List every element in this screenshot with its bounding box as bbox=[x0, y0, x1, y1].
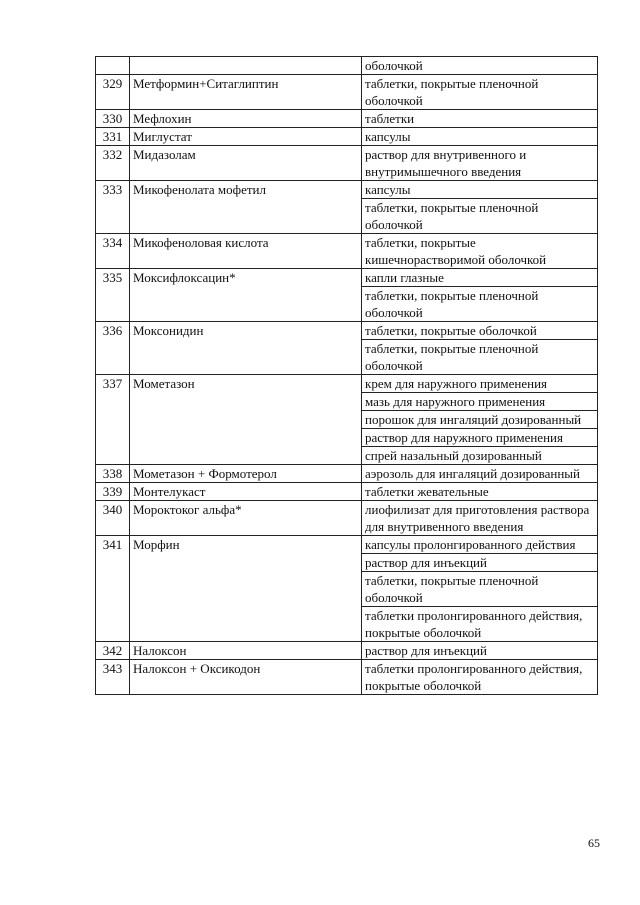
table-row bbox=[96, 465, 598, 483]
row-number: 340 bbox=[96, 501, 130, 536]
table-row bbox=[96, 181, 598, 234]
dosage-forms bbox=[362, 642, 598, 660]
row-number: 329 bbox=[96, 75, 130, 110]
dosage-form: капсулы пролонгированного действия bbox=[365, 537, 576, 552]
dosage-form: таблетки пролонгированного действия, покрытые оболочкой bbox=[365, 661, 583, 693]
row-number: 334 bbox=[96, 234, 130, 269]
drug-name: Налоксон + Оксикодон bbox=[130, 660, 362, 695]
dosage-form: таблетки, покрытые оболочкой bbox=[365, 323, 537, 338]
dosage-forms bbox=[362, 234, 598, 269]
row-number: 343 bbox=[96, 660, 130, 695]
dosage-form: мазь для наружного применения bbox=[362, 392, 597, 410]
drug-name: Монтелукаст bbox=[130, 483, 362, 501]
table-row bbox=[96, 483, 598, 501]
row-number: 338 bbox=[96, 465, 130, 483]
dosage-form: раствор для наружного применения bbox=[362, 428, 597, 446]
table-row bbox=[96, 57, 598, 75]
dosage-form: капсулы bbox=[365, 182, 411, 197]
dosage-forms bbox=[362, 181, 598, 234]
drug-name: Мефлохин bbox=[130, 110, 362, 128]
row-number: 331 bbox=[96, 128, 130, 146]
row-number: 336 bbox=[96, 322, 130, 375]
table-row bbox=[96, 536, 598, 642]
dosage-form: порошок для ингаляций дозированный bbox=[362, 410, 597, 428]
row-number: 330 bbox=[96, 110, 130, 128]
dosage-form: таблетки, покрытые пленочной оболочкой bbox=[362, 339, 597, 374]
row-number bbox=[96, 57, 130, 75]
drug-name: Микофеноловая кислота bbox=[130, 234, 362, 269]
dosage-forms bbox=[362, 128, 598, 146]
drug-name: Метформин+Ситаглиптин bbox=[130, 75, 362, 110]
dosage-form: таблетки, покрытые кишечнорастворимой оболочкой bbox=[365, 235, 547, 267]
drug-name: Мометазон bbox=[130, 375, 362, 465]
table-row bbox=[96, 501, 598, 536]
table-row bbox=[96, 128, 598, 146]
dosage-forms bbox=[362, 465, 598, 483]
dosage-form: лиофилизат для приготовления раствора для внутривенного введения bbox=[365, 502, 590, 534]
dosage-forms bbox=[362, 322, 598, 375]
dosage-forms bbox=[362, 269, 598, 322]
dosage-forms bbox=[362, 660, 598, 695]
table-row bbox=[96, 234, 598, 269]
dosage-forms bbox=[362, 501, 598, 536]
dosage-form: раствор для внутривенного и внутримышечного введения bbox=[365, 147, 527, 179]
dosage-forms bbox=[362, 536, 598, 642]
dosage-form: таблетки, покрытые пленочной оболочкой bbox=[362, 286, 597, 321]
table-row bbox=[96, 75, 598, 110]
table-row bbox=[96, 375, 598, 465]
dosage-form: капли глазные bbox=[365, 270, 444, 285]
table-row bbox=[96, 322, 598, 375]
dosage-form: капсулы bbox=[365, 129, 411, 144]
drug-name: Мидазолам bbox=[130, 146, 362, 181]
dosage-form: аэрозоль для ингаляций дозированный bbox=[365, 466, 581, 481]
drug-name: Морфин bbox=[130, 536, 362, 642]
drug-name: Моксифлоксацин* bbox=[130, 269, 362, 322]
dosage-form: таблетки, покрытые пленочной оболочкой bbox=[365, 76, 539, 108]
table-row bbox=[96, 146, 598, 181]
drug-name: Моксонидин bbox=[130, 322, 362, 375]
row-number: 332 bbox=[96, 146, 130, 181]
row-number: 337 bbox=[96, 375, 130, 465]
drug-name: Налоксон bbox=[130, 642, 362, 660]
table-row bbox=[96, 269, 598, 322]
table-row bbox=[96, 110, 598, 128]
dosage-form: таблетки, покрытые пленочной оболочкой bbox=[362, 571, 597, 606]
dosage-forms bbox=[362, 75, 598, 110]
dosage-forms bbox=[362, 110, 598, 128]
dosage-form: таблетки пролонгированного действия, покрытые оболочкой bbox=[362, 606, 597, 641]
dosage-form: таблетки, покрытые пленочной оболочкой bbox=[362, 198, 597, 233]
dosage-form: таблетки жевательные bbox=[365, 484, 489, 499]
dosage-forms bbox=[362, 57, 598, 75]
drug-name: Мометазон + Формотерол bbox=[130, 465, 362, 483]
drug-name: Мороктоког альфа* bbox=[130, 501, 362, 536]
drug-name bbox=[130, 57, 362, 75]
dosage-form: спрей назальный дозированный bbox=[362, 446, 597, 464]
dosage-form: таблетки bbox=[365, 111, 415, 126]
row-number: 339 bbox=[96, 483, 130, 501]
dosage-form: оболочкой bbox=[365, 58, 423, 73]
page-number: 65 bbox=[588, 836, 600, 850]
row-number: 342 bbox=[96, 642, 130, 660]
table-row bbox=[96, 660, 598, 695]
dosage-forms bbox=[362, 483, 598, 501]
dosage-forms bbox=[362, 375, 598, 465]
drug-name: Миглустат bbox=[130, 128, 362, 146]
dosage-forms bbox=[362, 146, 598, 181]
row-number: 335 bbox=[96, 269, 130, 322]
dosage-form: раствор для инъекций bbox=[365, 643, 487, 658]
dosage-form: крем для наружного применения bbox=[365, 376, 548, 391]
row-number: 341 bbox=[96, 536, 130, 642]
table-row bbox=[96, 642, 598, 660]
dosage-form: раствор для инъекций bbox=[362, 553, 597, 571]
drug-table bbox=[95, 56, 598, 695]
drug-table-body bbox=[96, 57, 598, 695]
row-number: 333 bbox=[96, 181, 130, 234]
drug-name: Микофенолата мофетил bbox=[130, 181, 362, 234]
